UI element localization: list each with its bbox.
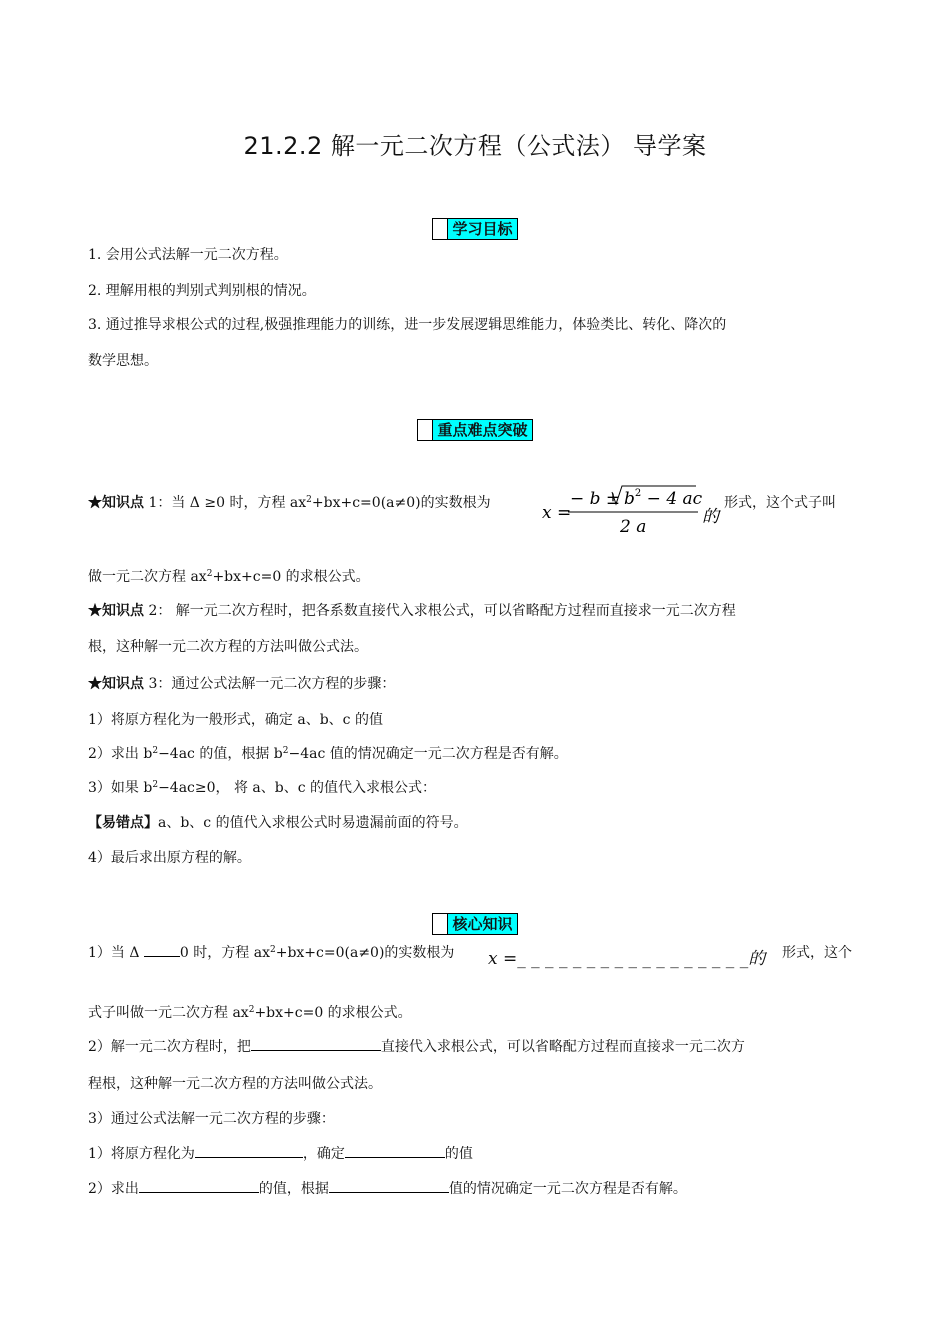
formula-lhs: x = — [542, 503, 572, 523]
section-header-core — [0, 913, 950, 938]
core-item-2: 2）解一元二次方程时，把 直接代入求根公式，可以省略配方过程而直接求一元二次方 — [88, 1039, 745, 1055]
kp2-line2: 根，这种解一元二次方程的方法叫做公式法。 — [88, 639, 368, 655]
section-tag — [417, 419, 532, 441]
formula-tail: 的 — [702, 507, 719, 527]
core-item-1-tail: 形式，这个 — [782, 945, 852, 961]
section-title-key: 重点难点突破 — [433, 420, 531, 440]
core-item-1: 1）当 Δ 0 时，方程 $ax^2+bx+c=0(a\ne 0)$的实数根为 — [88, 945, 455, 961]
formula-denominator: 2 a — [620, 517, 647, 537]
formula-neg-b: − b ± — [570, 489, 621, 509]
formula-fill-blank[interactable]: x =_ _ _ _ _ _ _ _ _ _ _ _ _ _ _ _ _的 — [488, 949, 766, 969]
kp-label: ★知识点 — [88, 495, 144, 511]
tag-box-icon — [433, 219, 448, 239]
goal-3: 3. 通过推导求根公式的过程,极强推理能力的训练，进一步发展逻辑思维能力，体验类比、转化、降次的 — [88, 317, 727, 333]
section-tag — [432, 218, 517, 240]
step-2: 2）求出 $b^2-4ac$ 的值，根据 $b^2-4ac$ 值的情况确定一元二次方程是否有解。 — [88, 746, 568, 762]
goal-3-cont: 数学思想。 — [88, 353, 158, 369]
section-header-key — [0, 419, 950, 444]
core-item-2-line2: 程根，这种解一元二次方程的方法叫做公式法。 — [88, 1076, 382, 1092]
goal-2: 2. 理解用根的判别式判别根的情况。 — [88, 283, 316, 299]
quadratic-formula — [540, 482, 740, 538]
core-step-1: 1）将原方程化为 ，确定 的值 — [88, 1146, 473, 1162]
kp1-tail: 形式，这个式子叫 — [724, 495, 836, 511]
tag-box-icon — [433, 914, 448, 934]
error-point: 【易错点】a、b、c 的值代入求根公式时易遗漏前面的符号。 — [88, 815, 468, 831]
knowledge-point-3: ★知识点 3：通过公式法解一元二次方程的步骤： — [88, 676, 396, 692]
step-3: 3）如果 $b^2-4ac\ge 0$， 将 a、b、c 的值代入求根公式： — [88, 780, 437, 796]
core-step-2: 2）求出 的值，根据 值的情况确定一元二次方程是否有解。 — [88, 1181, 687, 1197]
fill-blank[interactable] — [144, 944, 180, 957]
knowledge-point-1: ★知识点 1：当 Δ ≥0 时，方程 $ax^2+bx+c=0(a\ne 0)$的实数根为 — [88, 495, 491, 511]
core-item-1-line2: 式子叫做一元二次方程 $ax^2+bx+c=0$ 的求根公式。 — [88, 1005, 412, 1021]
step-4: 4）最后求出原方程的解。 — [88, 850, 251, 866]
section-tag — [432, 913, 517, 935]
fill-blank[interactable] — [329, 1180, 449, 1193]
section-title-core: 核心知识 — [448, 914, 516, 934]
kp1-line2: 做一元二次方程 $ax^2+bx+c=0$ 的求根公式。 — [88, 569, 370, 585]
fill-blank[interactable] — [345, 1145, 445, 1158]
section-title-goals: 学习目标 — [448, 219, 516, 239]
core-item-3: 3）通过公式法解一元二次方程的步骤： — [88, 1111, 335, 1127]
knowledge-point-2: ★知识点 2： 解一元二次方程时，把各系数直接代入求根公式，可以省略配方过程而直接求一元二次方程 — [88, 603, 736, 619]
section-header-goals — [0, 218, 950, 243]
fill-blank[interactable] — [139, 1180, 259, 1193]
step-1: 1）将原方程化为一般形式，确定 a、b、c 的值 — [88, 712, 383, 728]
fill-blank[interactable] — [251, 1038, 381, 1051]
fill-blank[interactable] — [195, 1145, 303, 1158]
formula-radicand: $b^2 - 4$ ac — [624, 488, 703, 509]
goal-1: 1. 会用公式法解一元二次方程。 — [88, 247, 288, 263]
page-title: 21.2.2 解一元二次方程（公式法） 导学案 — [243, 132, 707, 160]
tag-box-icon — [418, 420, 433, 440]
